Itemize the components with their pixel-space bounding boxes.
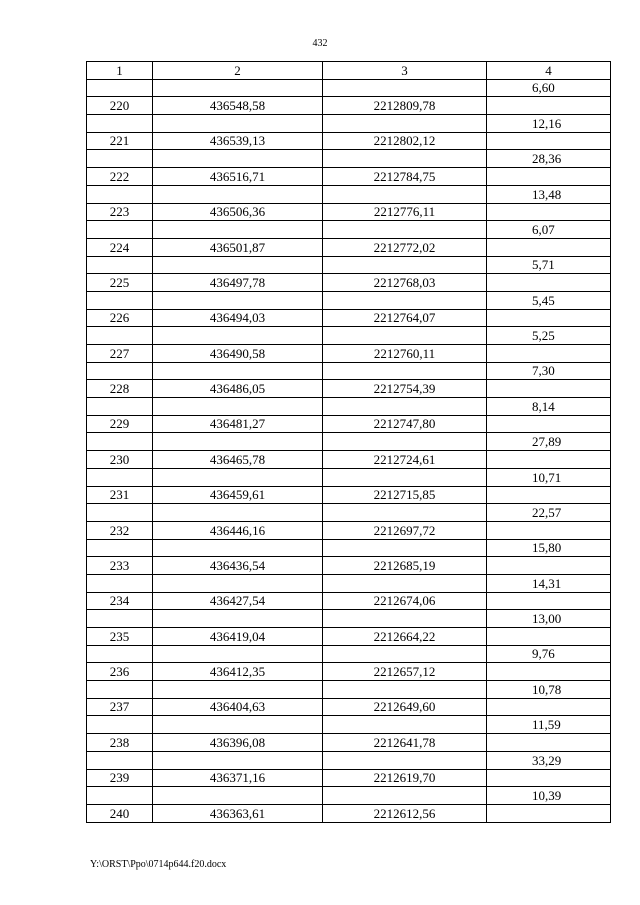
point-number-cell — [87, 79, 153, 97]
y-coordinate-cell: 2212674,06 — [323, 592, 487, 610]
point-number-cell: 227 — [87, 345, 153, 363]
point-number-cell: 238 — [87, 734, 153, 752]
y-coordinate-cell: 2212685,19 — [323, 557, 487, 575]
distance-cell: 22,57 — [487, 504, 611, 522]
distance-cell — [487, 557, 611, 575]
point-number-cell — [87, 398, 153, 416]
point-number-cell: 222 — [87, 168, 153, 186]
point-number-cell — [87, 291, 153, 309]
x-coordinate-cell — [153, 645, 323, 663]
x-coordinate-cell — [153, 185, 323, 203]
header-cell-3: 3 — [323, 62, 487, 80]
y-coordinate-cell: 2212784,75 — [323, 168, 487, 186]
distance-cell: 13,48 — [487, 185, 611, 203]
x-coordinate-cell: 436396,08 — [153, 734, 323, 752]
y-coordinate-cell — [323, 256, 487, 274]
table-row — [87, 150, 611, 168]
table-row — [87, 468, 611, 486]
x-coordinate-cell — [153, 362, 323, 380]
y-coordinate-cell: 2212715,85 — [323, 486, 487, 504]
table-row — [87, 415, 611, 433]
distance-cell: 10,39 — [487, 787, 611, 805]
distance-cell: 10,71 — [487, 468, 611, 486]
distance-cell — [487, 804, 611, 822]
point-number-cell: 232 — [87, 521, 153, 539]
distance-cell — [487, 132, 611, 150]
x-coordinate-cell: 436436,54 — [153, 557, 323, 575]
point-number-cell — [87, 716, 153, 734]
distance-cell — [487, 274, 611, 292]
distance-cell: 6,07 — [487, 221, 611, 239]
header-cell-2: 2 — [153, 62, 323, 80]
y-coordinate-cell: 2212776,11 — [323, 203, 487, 221]
distance-cell: 7,30 — [487, 362, 611, 380]
distance-cell — [487, 663, 611, 681]
y-coordinate-cell — [323, 751, 487, 769]
y-coordinate-cell: 2212619,70 — [323, 769, 487, 787]
point-number-cell: 220 — [87, 97, 153, 115]
distance-cell — [487, 345, 611, 363]
distance-cell: 5,71 — [487, 256, 611, 274]
table-row — [87, 345, 611, 363]
point-number-cell — [87, 185, 153, 203]
distance-cell — [487, 380, 611, 398]
header-cell-4: 4 — [487, 62, 611, 80]
y-coordinate-cell — [323, 362, 487, 380]
y-coordinate-cell: 2212649,60 — [323, 698, 487, 716]
y-coordinate-cell — [323, 291, 487, 309]
y-coordinate-cell — [323, 79, 487, 97]
y-coordinate-cell: 2212760,11 — [323, 345, 487, 363]
file-path-footer: Y:\ORST\Ppo\0714p644.f20.docx — [90, 859, 227, 870]
x-coordinate-cell: 436419,04 — [153, 628, 323, 646]
point-number-cell: 231 — [87, 486, 153, 504]
point-number-cell — [87, 610, 153, 628]
table-row — [87, 681, 611, 699]
y-coordinate-cell — [323, 539, 487, 557]
y-coordinate-cell — [323, 574, 487, 592]
table-row — [87, 716, 611, 734]
table-row — [87, 734, 611, 752]
point-number-cell — [87, 221, 153, 239]
x-coordinate-cell — [153, 539, 323, 557]
page-number: 432 — [312, 38, 328, 49]
x-coordinate-cell — [153, 433, 323, 451]
x-coordinate-cell — [153, 79, 323, 97]
table-row — [87, 521, 611, 539]
distance-cell: 11,59 — [487, 716, 611, 734]
x-coordinate-cell: 436548,58 — [153, 97, 323, 115]
table-row — [87, 610, 611, 628]
point-number-cell: 235 — [87, 628, 153, 646]
table-row — [87, 451, 611, 469]
y-coordinate-cell: 2212764,07 — [323, 309, 487, 327]
x-coordinate-cell — [153, 787, 323, 805]
point-number-cell — [87, 362, 153, 380]
table-row — [87, 203, 611, 221]
distance-cell — [487, 769, 611, 787]
distance-cell: 15,80 — [487, 539, 611, 557]
y-coordinate-cell — [323, 681, 487, 699]
y-coordinate-cell: 2212747,80 — [323, 415, 487, 433]
point-number-cell: 226 — [87, 309, 153, 327]
table-row — [87, 168, 611, 186]
distance-cell: 5,45 — [487, 291, 611, 309]
table-row — [87, 274, 611, 292]
table-row — [87, 185, 611, 203]
point-number-cell — [87, 751, 153, 769]
x-coordinate-cell — [153, 150, 323, 168]
x-coordinate-cell: 436497,78 — [153, 274, 323, 292]
y-coordinate-cell — [323, 185, 487, 203]
table-row — [87, 256, 611, 274]
distance-cell — [487, 486, 611, 504]
x-coordinate-cell: 436516,71 — [153, 168, 323, 186]
table-row — [87, 433, 611, 451]
y-coordinate-cell — [323, 327, 487, 345]
distance-cell — [487, 168, 611, 186]
point-number-cell: 221 — [87, 132, 153, 150]
table-row — [87, 327, 611, 345]
y-coordinate-cell — [323, 504, 487, 522]
y-coordinate-cell — [323, 221, 487, 239]
distance-cell — [487, 592, 611, 610]
distance-cell: 33,29 — [487, 751, 611, 769]
x-coordinate-cell — [153, 398, 323, 416]
x-coordinate-cell: 436539,13 — [153, 132, 323, 150]
distance-cell — [487, 521, 611, 539]
distance-cell — [487, 698, 611, 716]
y-coordinate-cell: 2212802,12 — [323, 132, 487, 150]
table-row — [87, 645, 611, 663]
y-coordinate-cell: 2212664,22 — [323, 628, 487, 646]
distance-cell: 10,78 — [487, 681, 611, 699]
point-number-cell — [87, 645, 153, 663]
point-number-cell: 228 — [87, 380, 153, 398]
x-coordinate-cell: 436486,05 — [153, 380, 323, 398]
y-coordinate-cell: 2212809,78 — [323, 97, 487, 115]
point-number-cell — [87, 504, 153, 522]
table-row — [87, 504, 611, 522]
table-row — [87, 132, 611, 150]
point-number-cell: 225 — [87, 274, 153, 292]
y-coordinate-cell: 2212657,12 — [323, 663, 487, 681]
point-number-cell — [87, 539, 153, 557]
x-coordinate-cell: 436506,36 — [153, 203, 323, 221]
table-row — [87, 238, 611, 256]
x-coordinate-cell: 436363,61 — [153, 804, 323, 822]
table-row — [87, 115, 611, 133]
y-coordinate-cell — [323, 115, 487, 133]
table-row — [87, 539, 611, 557]
y-coordinate-cell — [323, 716, 487, 734]
y-coordinate-cell — [323, 645, 487, 663]
table-row — [87, 804, 611, 822]
header-cell-1: 1 — [87, 62, 153, 80]
table-row — [87, 574, 611, 592]
point-number-cell: 239 — [87, 769, 153, 787]
x-coordinate-cell — [153, 716, 323, 734]
y-coordinate-cell: 2212724,61 — [323, 451, 487, 469]
point-number-cell: 237 — [87, 698, 153, 716]
x-coordinate-cell: 436465,78 — [153, 451, 323, 469]
table-row — [87, 291, 611, 309]
point-number-cell — [87, 574, 153, 592]
distance-cell: 14,31 — [487, 574, 611, 592]
x-coordinate-cell — [153, 751, 323, 769]
table-row — [87, 751, 611, 769]
distance-cell: 27,89 — [487, 433, 611, 451]
distance-cell: 13,00 — [487, 610, 611, 628]
distance-cell — [487, 734, 611, 752]
y-coordinate-cell: 2212754,39 — [323, 380, 487, 398]
distance-cell — [487, 309, 611, 327]
x-coordinate-cell — [153, 468, 323, 486]
y-coordinate-cell: 2212697,72 — [323, 521, 487, 539]
point-number-cell: 224 — [87, 238, 153, 256]
distance-cell — [487, 97, 611, 115]
point-number-cell: 229 — [87, 415, 153, 433]
x-coordinate-cell — [153, 115, 323, 133]
x-coordinate-cell — [153, 504, 323, 522]
table-row — [87, 698, 611, 716]
y-coordinate-cell: 2212772,02 — [323, 238, 487, 256]
distance-cell: 5,25 — [487, 327, 611, 345]
distance-cell: 8,14 — [487, 398, 611, 416]
table-row — [87, 557, 611, 575]
distance-cell: 28,36 — [487, 150, 611, 168]
point-number-cell — [87, 468, 153, 486]
x-coordinate-cell — [153, 291, 323, 309]
x-coordinate-cell — [153, 327, 323, 345]
table-row — [87, 663, 611, 681]
distance-cell: 6,60 — [487, 79, 611, 97]
distance-cell — [487, 238, 611, 256]
x-coordinate-cell — [153, 610, 323, 628]
distance-cell — [487, 451, 611, 469]
point-number-cell — [87, 256, 153, 274]
table-row — [87, 221, 611, 239]
x-coordinate-cell — [153, 574, 323, 592]
x-coordinate-cell — [153, 681, 323, 699]
y-coordinate-cell: 2212768,03 — [323, 274, 487, 292]
x-coordinate-cell: 436427,54 — [153, 592, 323, 610]
table-header-row — [87, 62, 611, 80]
y-coordinate-cell — [323, 433, 487, 451]
point-number-cell: 236 — [87, 663, 153, 681]
table-row — [87, 398, 611, 416]
y-coordinate-cell — [323, 468, 487, 486]
x-coordinate-cell: 436494,03 — [153, 309, 323, 327]
y-coordinate-cell — [323, 150, 487, 168]
point-number-cell — [87, 787, 153, 805]
x-coordinate-cell: 436481,27 — [153, 415, 323, 433]
x-coordinate-cell — [153, 256, 323, 274]
point-number-cell: 234 — [87, 592, 153, 610]
point-number-cell: 223 — [87, 203, 153, 221]
table-row — [87, 787, 611, 805]
distance-cell: 9,76 — [487, 645, 611, 663]
table-row — [87, 362, 611, 380]
y-coordinate-cell — [323, 787, 487, 805]
point-number-cell: 240 — [87, 804, 153, 822]
point-number-cell — [87, 327, 153, 345]
x-coordinate-cell: 436446,16 — [153, 521, 323, 539]
y-coordinate-cell: 2212612,56 — [323, 804, 487, 822]
distance-cell: 12,16 — [487, 115, 611, 133]
point-number-cell — [87, 115, 153, 133]
x-coordinate-cell: 436501,87 — [153, 238, 323, 256]
table-row — [87, 380, 611, 398]
coordinates-table — [86, 61, 611, 823]
point-number-cell — [87, 681, 153, 699]
x-coordinate-cell: 436371,16 — [153, 769, 323, 787]
table-row — [87, 486, 611, 504]
table-row — [87, 769, 611, 787]
point-number-cell — [87, 433, 153, 451]
table-row — [87, 592, 611, 610]
y-coordinate-cell — [323, 398, 487, 416]
distance-cell — [487, 415, 611, 433]
distance-cell — [487, 203, 611, 221]
x-coordinate-cell: 436490,58 — [153, 345, 323, 363]
distance-cell — [487, 628, 611, 646]
table-row — [87, 309, 611, 327]
x-coordinate-cell: 436459,61 — [153, 486, 323, 504]
table-row — [87, 79, 611, 97]
point-number-cell — [87, 150, 153, 168]
point-number-cell: 233 — [87, 557, 153, 575]
table-row — [87, 97, 611, 115]
y-coordinate-cell: 2212641,78 — [323, 734, 487, 752]
table-row — [87, 628, 611, 646]
x-coordinate-cell — [153, 221, 323, 239]
point-number-cell: 230 — [87, 451, 153, 469]
x-coordinate-cell: 436404,63 — [153, 698, 323, 716]
x-coordinate-cell: 436412,35 — [153, 663, 323, 681]
y-coordinate-cell — [323, 610, 487, 628]
